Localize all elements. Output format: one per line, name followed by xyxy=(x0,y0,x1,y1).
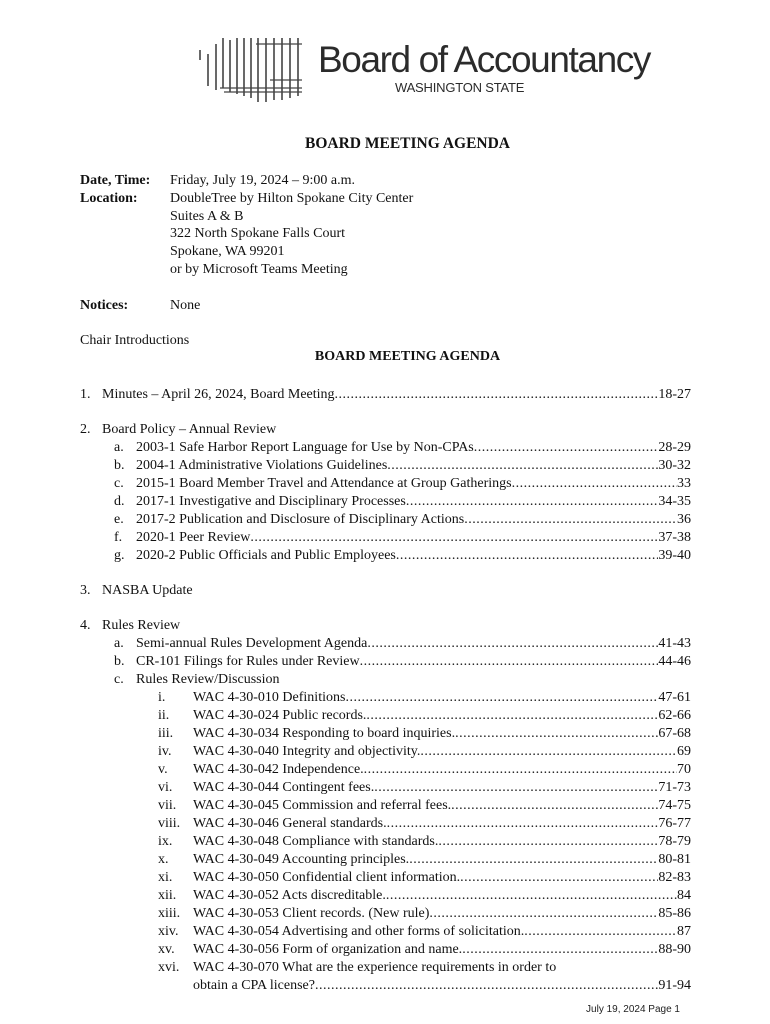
leader-dots xyxy=(460,869,658,887)
rule-item xyxy=(158,923,691,941)
date-time-value: Friday, July 19, 2024 – 9:00 a.m. xyxy=(170,173,355,188)
rule-label: WAC 4-30-048 Compliance with standards. xyxy=(193,834,439,849)
page-title: BOARD MEETING AGENDA xyxy=(305,135,510,152)
leader-dots xyxy=(335,386,659,404)
rule-label: WAC 4-30-010 Definitions xyxy=(193,690,346,705)
page-footer: July 19, 2024 Page 1 xyxy=(586,1004,680,1015)
location-line: Suites A & B xyxy=(170,208,244,224)
rule-label: WAC 4-30-042 Independence. xyxy=(193,762,364,777)
rule-item xyxy=(158,707,691,725)
location-line: Spokane, WA 99201 xyxy=(170,244,285,260)
agenda-subitem xyxy=(114,635,691,653)
leader-dots xyxy=(345,689,658,707)
location-line: 322 North Spokane Falls Court xyxy=(170,226,345,242)
rule-item xyxy=(158,887,691,905)
leader-dots xyxy=(464,511,677,529)
agenda-item xyxy=(80,421,276,439)
rule-number: xv. xyxy=(158,942,175,957)
page-range: 76-77 xyxy=(658,816,691,831)
page-range: 84 xyxy=(677,888,691,903)
page-range: 74-75 xyxy=(658,798,691,813)
logo-mark-icon xyxy=(196,36,308,106)
rule-number: v. xyxy=(158,762,168,777)
item-number: 3. xyxy=(80,583,91,598)
rule-label: WAC 4-30-024 Public records. xyxy=(193,708,367,723)
leader-dots xyxy=(386,887,677,905)
agenda-subitem xyxy=(114,671,280,689)
leader-dots xyxy=(512,475,677,493)
leader-dots xyxy=(406,493,659,511)
rule-item xyxy=(158,725,691,743)
subitem-label: Semi-annual Rules Development Agenda xyxy=(136,636,368,651)
leader-dots xyxy=(455,725,658,743)
leader-dots xyxy=(451,797,658,815)
rule-number: vii. xyxy=(158,798,177,813)
rule-item xyxy=(158,779,691,797)
leader-dots xyxy=(360,653,659,671)
leader-dots xyxy=(438,833,658,851)
logo-title: Board of Accountancy xyxy=(318,39,650,80)
agenda-subitem xyxy=(114,547,691,565)
rule-label: WAC 4-30-034 Responding to board inquiries. xyxy=(193,726,456,741)
subitem-label: 2017-1 Investigative and Disciplinary Processes xyxy=(136,494,406,509)
subitem-label: 2015-1 Board Member Travel and Attendance at Group Gatherings xyxy=(136,476,512,491)
subitem-label: 2003-1 Safe Harbor Report Language for Use by Non-CPAs xyxy=(136,440,474,455)
leader-dots xyxy=(364,761,677,779)
leader-dots xyxy=(387,457,658,475)
page-range: 34-35 xyxy=(658,494,691,509)
rule-number: x. xyxy=(158,852,169,867)
rule-number: i. xyxy=(158,690,166,705)
page-range: 91-94 xyxy=(658,978,691,993)
rule-number: iii. xyxy=(158,726,174,741)
page-range: 67-68 xyxy=(658,726,691,741)
page-range: 18-27 xyxy=(658,387,691,402)
subitem-number: c. xyxy=(114,476,124,491)
agenda-subitem xyxy=(114,493,691,511)
agenda-item xyxy=(80,386,691,404)
subitem-number: a. xyxy=(114,636,124,651)
item-number: 1. xyxy=(80,387,91,402)
location-line: DoubleTree by Hilton Spokane City Center xyxy=(170,190,414,206)
rule-number: xvi. xyxy=(158,960,180,975)
leader-dots xyxy=(462,941,658,959)
rule-number: xi. xyxy=(158,870,173,885)
rule-item xyxy=(158,689,691,707)
rule-item xyxy=(158,869,691,887)
rule-label: WAC 4-30-070 What are the experience requirements in order to xyxy=(193,960,557,975)
subitem-number: b. xyxy=(114,458,125,473)
rule-item xyxy=(158,743,691,761)
subitem-number: c. xyxy=(114,672,124,687)
page-range: 87 xyxy=(677,924,691,939)
rule-number: ix. xyxy=(158,834,173,849)
rule-item xyxy=(158,905,691,923)
page-range: 80-81 xyxy=(658,852,691,867)
leader-dots xyxy=(409,851,658,869)
item-label: NASBA Update xyxy=(102,583,193,598)
agenda-item xyxy=(80,582,193,600)
leader-dots xyxy=(374,779,658,797)
agenda-subtitle: BOARD MEETING AGENDA xyxy=(314,349,501,364)
leader-dots xyxy=(366,707,658,725)
page-range: 44-46 xyxy=(658,654,691,669)
subitem-label: Rules Review/Discussion xyxy=(136,672,280,687)
rule-number: xii. xyxy=(158,888,177,903)
subitem-label: CR-101 Filings for Rules under Review xyxy=(136,654,360,669)
rule-number: vi. xyxy=(158,780,173,795)
agenda-subitem xyxy=(114,653,691,671)
rule-label: WAC 4-30-040 Integrity and objectivity. xyxy=(193,744,421,759)
rule-number: viii. xyxy=(158,816,181,831)
page-range: 41-43 xyxy=(658,636,691,651)
rule-label: WAC 4-30-052 Acts discreditable. xyxy=(193,888,386,903)
page-range: 85-86 xyxy=(658,906,691,921)
page-range: 62-66 xyxy=(658,708,691,723)
rule-number: xiv. xyxy=(158,924,179,939)
rule-number: iv. xyxy=(158,744,172,759)
item-number: 4. xyxy=(80,618,91,633)
agenda-subitem xyxy=(114,529,691,547)
leader-dots xyxy=(474,439,659,457)
subitem-label: 2004-1 Administrative Violations Guidelines xyxy=(136,458,388,473)
page-range: 30-32 xyxy=(658,458,691,473)
chair-introductions: Chair Introductions xyxy=(80,333,190,348)
leader-dots xyxy=(524,923,677,941)
leader-dots xyxy=(420,743,677,761)
rule-item xyxy=(158,797,691,815)
item-label: Rules Review xyxy=(102,618,181,633)
agenda-subitem xyxy=(114,511,691,529)
page-range: 33 xyxy=(677,476,691,491)
item-number: 2. xyxy=(80,422,91,437)
page-range: 78-79 xyxy=(658,834,691,849)
leader-dots xyxy=(315,977,658,995)
leader-dots xyxy=(387,815,659,833)
agenda-item xyxy=(80,617,180,635)
rule-label: WAC 4-30-050 Confidential client information. xyxy=(193,870,461,885)
rule-number: xiii. xyxy=(158,906,181,921)
leader-dots xyxy=(367,635,658,653)
logo-subtitle: WASHINGTON STATE xyxy=(395,80,525,95)
page-range: 71-73 xyxy=(658,780,691,795)
rule-label: obtain a CPA license? xyxy=(193,978,315,993)
rule-item xyxy=(158,959,556,977)
agenda-subitem xyxy=(114,475,691,493)
rule-label: WAC 4-30-044 Contingent fees. xyxy=(193,780,375,795)
page-range: 28-29 xyxy=(658,440,691,455)
notices-label: Notices: xyxy=(80,298,129,313)
rule-number: ii. xyxy=(158,708,170,723)
rule-label: WAC 4-30-054 Advertising and other forms of solicitation. xyxy=(193,924,525,939)
rule-item xyxy=(158,761,691,779)
rule-item xyxy=(158,833,691,851)
subitem-number: f. xyxy=(114,530,123,545)
subitem-number: a. xyxy=(114,440,124,455)
location-line: or by Microsoft Teams Meeting xyxy=(170,261,348,277)
item-label: Minutes – April 26, 2024, Board Meeting xyxy=(102,387,335,402)
rule-label: WAC 4-30-049 Accounting principles. xyxy=(193,852,410,867)
leader-dots xyxy=(396,547,658,565)
agenda-subitem xyxy=(114,439,691,457)
rule-item xyxy=(158,851,691,869)
page-range: 39-40 xyxy=(658,548,691,563)
notices-value: None xyxy=(170,298,201,313)
rule-item xyxy=(158,815,691,833)
leader-dots xyxy=(250,529,658,547)
subitem-label: 2020-1 Peer Review xyxy=(136,530,251,545)
page-range: 69 xyxy=(677,744,691,759)
page-range: 47-61 xyxy=(658,690,691,705)
location-label: Location: xyxy=(80,191,138,206)
date-time-label: Date, Time: xyxy=(80,173,151,188)
rule-item-continuation xyxy=(193,977,691,995)
item-label: Board Policy – Annual Review xyxy=(102,422,277,437)
page-range: 37-38 xyxy=(658,530,691,545)
subitem-number: d. xyxy=(114,494,125,509)
subitem-number: e. xyxy=(114,512,124,527)
page-range: 82-83 xyxy=(658,870,691,885)
rule-label: WAC 4-30-053 Client records. (New rule) xyxy=(193,906,430,921)
subitem-number: b. xyxy=(114,654,125,669)
rule-label: WAC 4-30-046 General standards. xyxy=(193,816,387,831)
rule-label: WAC 4-30-045 Commission and referral fees. xyxy=(193,798,452,813)
meeting-details xyxy=(170,172,413,279)
rule-label: WAC 4-30-056 Form of organization and name. xyxy=(193,942,463,957)
rule-item xyxy=(158,941,691,959)
subitem-label: 2020-2 Public Officials and Public Employees xyxy=(136,548,396,563)
agenda-subitem xyxy=(114,457,691,475)
leader-dots xyxy=(429,905,658,923)
page-range: 88-90 xyxy=(658,942,691,957)
board-logo xyxy=(196,36,650,106)
subitem-number: g. xyxy=(114,548,125,563)
subitem-label: 2017-2 Publication and Disclosure of Disciplinary Actions xyxy=(136,512,465,527)
page-range: 70 xyxy=(677,762,691,777)
page-range: 36 xyxy=(677,512,691,527)
